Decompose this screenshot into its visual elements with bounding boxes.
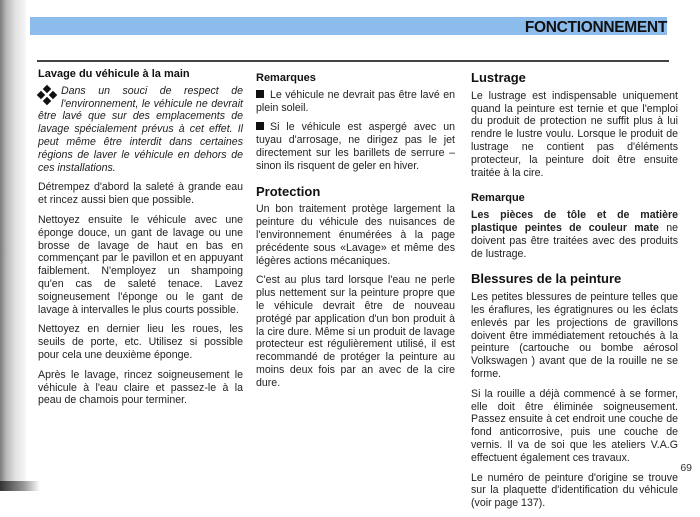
paragraph: Détrempez d'abord la saleté à grande eau et rincez aussi bien que possible. [38, 181, 243, 207]
remark-item [256, 121, 455, 172]
environment-note-text: Dans un souci de respect de l'environnement, le véhicule ne devrait être lavé que sur des emplacements de lavage spécialement prévus à cet effet. Il peut même être interdit dans certaines régions de laver le véhicule en dehors de ces installations. [38, 84, 243, 174]
remark-text: Si le véhicule est aspergé avec un tuyau d'arrosage, ne dirigez pas le jet directement sur les barillets de serrure – sinon ils risquent de geler en hiver. [256, 121, 455, 172]
paragraph: Nettoyez ensuite le véhicule avec une éponge douce, un gant de lavage ou une brosse de lavage de haut en bas en commençant par le pavillon et en appuyant faiblement. N'employez un shampoing qu'en cas de saleté tenace. Lavez soigneusement l'éponge ou le gant de lavage à intervalles le plus courts possible. [38, 213, 243, 316]
heading-remarks: Remarques [256, 72, 316, 84]
book-spine-edge [0, 481, 40, 491]
section-title: FONCTIONNEMENT [524, 19, 667, 36]
paragraph: Nettoyez en dernier lieu les roues, les seuils de porte, etc. Utilisez si possible pour cela une deuxième éponge. [38, 323, 243, 361]
paragraph: Si la rouille a déjà commencé à se former, elle doit être éliminée soigneusement. Passez ensuite à cet endroit une couche de fond anticorrosive, puis une couche de vernis. Il va de soi que les ateliers V.A.G effectuent également ces travaux. [471, 387, 678, 464]
remark-bold-text: Les pièces de tôle et de matière plastique peintes de couleur mate [471, 209, 678, 234]
page-number: 69 [680, 462, 692, 474]
paragraph: C'est au plus tard lorsque l'eau ne perle plus nettement sur la peinture propre que le véhicule devrait être de nouveau protégé par application d'un bon produit à la cire dure. Même si un produit de lavage protecteur est régulièrement utilisé, il est recommandé de protéger la peinture au moins deux fois par an avec de la cire dure. [256, 274, 455, 389]
header-rule [37, 60, 669, 62]
paragraph: Un bon traitement protège largement la peinture du véhicule des nuisances de l'environnement énumérées à la page précédente sous «Lavage» et même des légères actions mécaniques. [256, 203, 455, 267]
paragraph: Après le lavage, rincez soigneusement le véhicule à l'eau claire et passez-le à la peau de chamois pour terminer. [38, 368, 243, 407]
remark-item [256, 89, 455, 115]
heading-lustrage: Lustrage [471, 70, 526, 85]
column-remarks-protection [256, 72, 455, 397]
column-polishing-damage [471, 72, 678, 517]
remark-text: ne doivent pas être traitées avec des produits de lustrage. [471, 221, 678, 260]
square-bullet-icon [256, 122, 264, 130]
column-hand-washing [38, 68, 243, 414]
square-bullet-icon [256, 90, 264, 98]
paragraph: Le lustrage est indispensable uniquement quand la peinture est ternie et que l'emploi du produit de protection ne suffit plus à lui rendre le lustre voulu. Lorsque le produit de lustrage ne contient pas d'éléments protecteur, la peinture doit être ensuite traitée à la cire. [471, 89, 678, 179]
heading-remark: Remarque [471, 192, 525, 205]
paragraph: Les petites blessures de peinture telles que les éraflures, les égratignures ou les éclats enlevés par les projections de gravillons doivent être immédiatement retouchés à la peinture (cartouche ou bombe aérosol Volkswagen ) avant que de la rouille ne se forme. [471, 291, 678, 380]
paragraph: Le numéro de peinture d'origine se trouve sur la plaquette d'identification du véhicule (voir page 137). [471, 471, 678, 510]
remark-paragraph [471, 209, 678, 260]
environment-icon [38, 86, 56, 104]
heading-protection: Protection [256, 183, 321, 199]
heading-hand-washing: Lavage du véhicule à la main [38, 68, 190, 80]
book-spine-shadow [0, 0, 26, 491]
heading-paint-damage: Blessures de la peinture [471, 271, 622, 287]
environment-note [38, 85, 243, 175]
remark-text: Le véhicule ne devrait pas être lavé en plein soleil. [256, 88, 455, 114]
